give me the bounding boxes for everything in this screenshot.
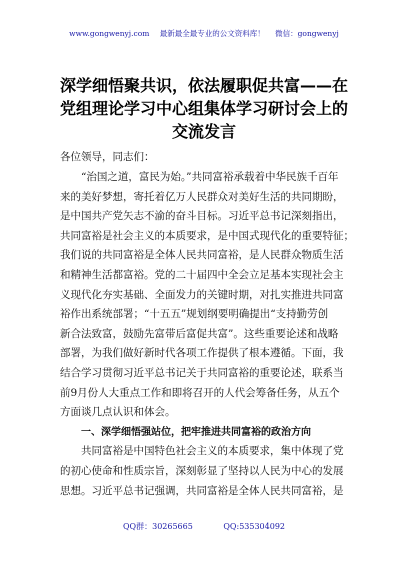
body-line: 方面谈几点认识和体会。	[60, 406, 176, 419]
body-line: “治国之道，富民为始。”共同富裕承载着中华民族千百年	[81, 171, 339, 183]
body-line: 我们说的共同富裕是全体人民共同富裕，是人民群众物质生活	[60, 249, 344, 262]
body-line: 的初心使命和性质宗旨，深刻彰显了坚持以人民为中心的发展	[60, 464, 344, 477]
body-line: 共同富裕是中国特色社会主义的本质要求，集中体现了党	[81, 445, 344, 458]
body-line: 来的美好梦想，寄托着亿万人民群众对美好生活的共同期盼，	[60, 190, 344, 203]
body-line: 共同富裕是社会主义的本质要求，是中国式现代化的重要特征；	[60, 229, 354, 242]
document-title	[40, 74, 368, 143]
footer-banner	[0, 521, 408, 532]
body-line: 新合法致富，鼓励先富带后富促共富”。这些重要论述和战略	[60, 327, 339, 340]
website-link[interactable]: www.gongwenyj.com	[69, 29, 150, 38]
body-line: 是中国共产党矢志不渝的奋斗目标。习近平总书记深刻指出，	[60, 210, 344, 223]
document-body	[60, 168, 360, 501]
title-line: 党组理论学习中心组集体学习研讨会上的	[59, 99, 348, 118]
greeting: 各位领导，同志们：	[60, 151, 155, 163]
body-line: 结合学习贯彻习近平总书记关于共同富裕的重要论述，联系当	[60, 366, 344, 379]
title-line: 交流发言	[171, 122, 236, 141]
body-line: 裕作出系统部署；“十五五”规划纲要明确提出“支持勤劳创	[60, 308, 329, 321]
qq-group: QQ群：30265665	[122, 522, 193, 531]
section-heading: 一、深学细悟强站位，把牢推进共同富裕的政治方向	[81, 426, 311, 438]
body-line: 义现代化夯实基础、全面发力的关键时期，对扎实推进共同富	[60, 288, 344, 301]
body-line: 前9月份人大重点工作和即将召开的人代会筹备任务，从五个	[60, 386, 340, 399]
body-line: 思想。习近平总书记强调，共同富裕是全体人民共同富裕，是	[60, 484, 344, 497]
title-line: 深学细悟聚共识，依法履职促共富——在	[59, 76, 348, 95]
body-line: 部署，为我们做好新时代各项工作提供了根本遵循。下面，我	[60, 347, 344, 360]
header-banner	[0, 28, 408, 39]
body-line: 和精神生活都富裕。党的二十届四中全会立足基本实现社会主	[60, 268, 344, 281]
qq-number: QQ:535304092	[223, 522, 285, 531]
header-slogan: 最新最全最专业的公文资料库！	[159, 29, 265, 38]
header-wechat: 微信：gongwenyj	[275, 29, 339, 38]
